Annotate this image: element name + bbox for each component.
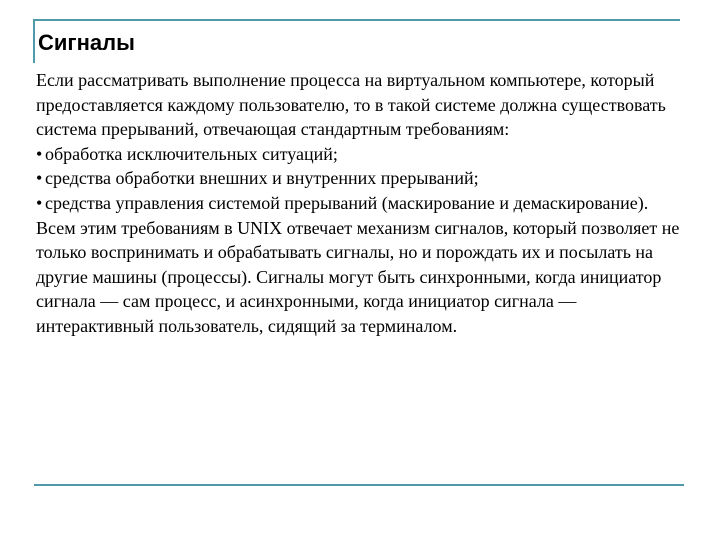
bottom-divider [34,484,684,486]
title-side-divider [33,19,35,63]
bullet-mark: • [36,192,43,213]
bullet-item [36,166,686,191]
intro-paragraph: Если рассматривать выполнение процесса на виртуальном компьютере, который предоставляется каждому пользователю, то в такой системе должна существовать система прерываний, отвечающая стандартным требованиям: [36,70,666,140]
slide-title: Сигналы [38,30,135,55]
bullet-mark: • [36,168,43,189]
bullet-item [36,142,686,167]
bullet-mark: • [36,143,43,164]
slide-body [36,68,686,339]
bullet-text: средства обработки внешних и внутренних прерываний; [45,168,479,189]
bullet-text: средства управления системой прерываний (маскирование и демаскирование). [45,192,649,213]
top-divider [34,19,680,21]
bullet-item [36,191,686,216]
conclusion-paragraph: Всем этим требованиям в UNIX отвечает механизм сигналов, который позволяет не только воспринимать и обрабатывать сигналы, но и порождать их и посылать на другие машины (процессы). Сигналы могут быть синхронными, когда инициатор сигнала — сам процесс, и асинхронными, когда инициатор сигнала — интерактивный пользователь, сидящий за терминалом. [36,217,680,336]
bullet-text: обработка исключительных ситуаций; [45,143,338,164]
